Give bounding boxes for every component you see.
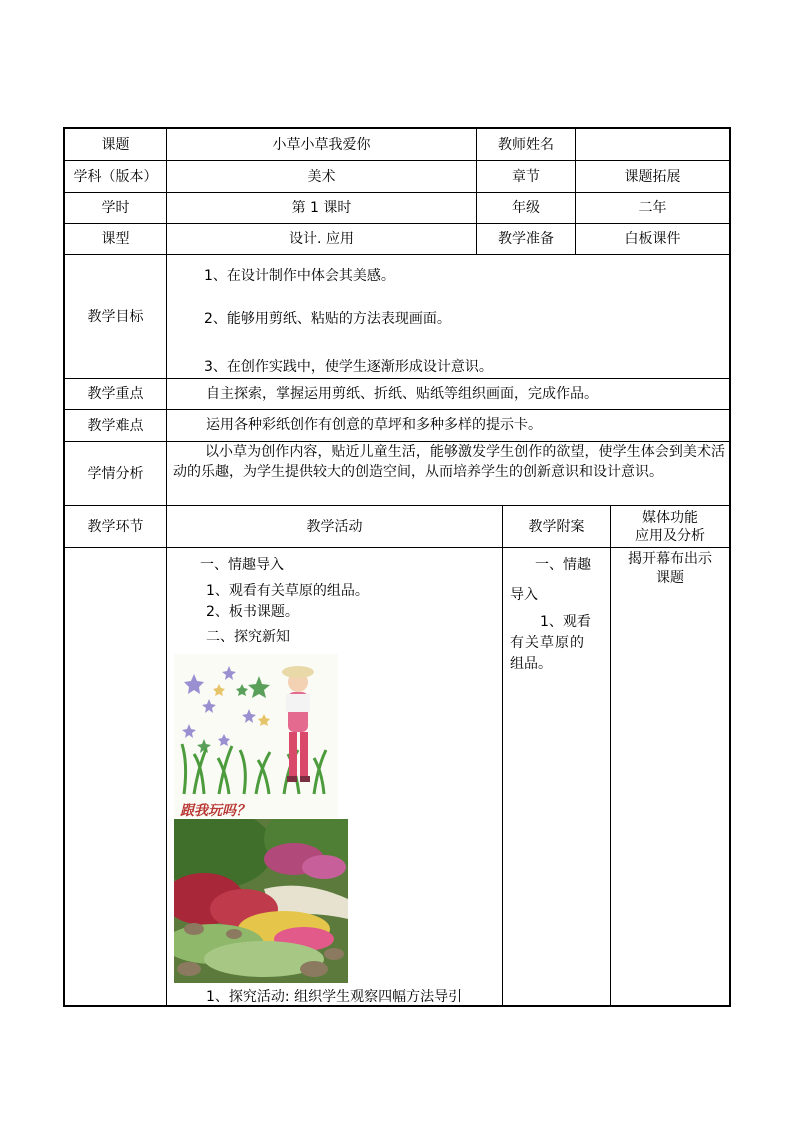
process-header-attachment: 教学附案 [528,518,585,535]
process-header-media-line1: 媒体功能 [642,509,698,526]
process-header-activity: 教学活动 [306,518,363,535]
activity-item-2: 2、板书课题。 [206,604,299,620]
row-label-prep: 教学准备 [498,231,554,247]
goals-label: 教学目标 [87,308,144,325]
goal-item-3: 3、在创作实践中，使学生逐渐形成设计意识。 [204,359,493,375]
media-note-line2: 课题 [656,570,684,586]
goal-item-2: 2、能够用剪纸、粘贴的方法表现画面。 [204,311,451,327]
attachment-line-5: 组品。 [510,656,552,672]
media-note-line1: 揭开幕布出示 [628,551,712,567]
attachment-line-4: 有关草原的 [510,635,585,651]
row-label-chapter: 章节 [512,168,540,185]
process-header-media-line2: 应用及分析 [635,527,705,544]
activity-image-garden [174,819,348,983]
analysis-text: 以小草为创作内容，贴近儿童生活，能够激发学生创作的欲望，使学生体会到美术活动的乐趣，为学生提供较大的创造空间，从而培养学生的创新意识和设计意识。 [173,444,725,480]
attachment-line-1: 一、情趣 [535,557,591,573]
difficulty-text: 运用各种彩纸创作有创意的草坪和多种多样的提示卡。 [206,417,542,433]
process-header-stage: 教学环节 [87,518,144,535]
row-label-topic: 课题 [101,136,130,153]
row-value-hours: 第 1 课时 [291,200,352,216]
attachment-line-3: 1、观看 [540,614,591,630]
row-value-grade: 二年 [638,200,667,216]
row-value-chapter: 课题拓展 [624,168,681,185]
row-value-topic: 小草小草我爱你 [272,136,371,153]
activity-section-2: 二、探究新知 [206,629,290,645]
row-value-prep: 白板课件 [624,231,681,247]
row-label-type: 课型 [101,231,130,247]
process-header-media [611,506,729,547]
activity-section-1: 一、情趣导入 [200,557,284,573]
row-label-grade: 年级 [512,200,540,216]
activity-image-girl-stars [174,654,338,818]
attachment-line-2: 导入 [510,587,538,603]
key-point-label: 教学重点 [87,386,144,402]
row-value-teacher [576,129,729,160]
row-label-teacher: 教师姓名 [498,136,554,153]
row-value-subject: 美术 [307,168,336,185]
row-label-hours: 学时 [101,200,130,216]
row-label-subject: 学科（版本） [73,168,158,185]
row-value-type: 设计. 应用 [289,231,354,247]
goal-item-1: 1、在设计制作中体会其美感。 [204,268,395,284]
activity-footer: 1、探究活动: 组织学生观察四幅方法导引 [206,989,463,1005]
stars-grass-illustration [174,654,338,818]
difficulty-label: 教学难点 [87,417,144,434]
analysis-label: 学情分析 [87,465,144,482]
key-point-text: 自主探索，掌握运用剪纸、折纸、贴纸等组织画面，完成作品。 [206,386,598,402]
garden-photo [174,819,348,983]
media-note [611,550,729,588]
image-caption: 跟我玩吗？ [180,803,250,818]
activity-item-1: 1、观看有关草原的组品。 [206,583,369,599]
